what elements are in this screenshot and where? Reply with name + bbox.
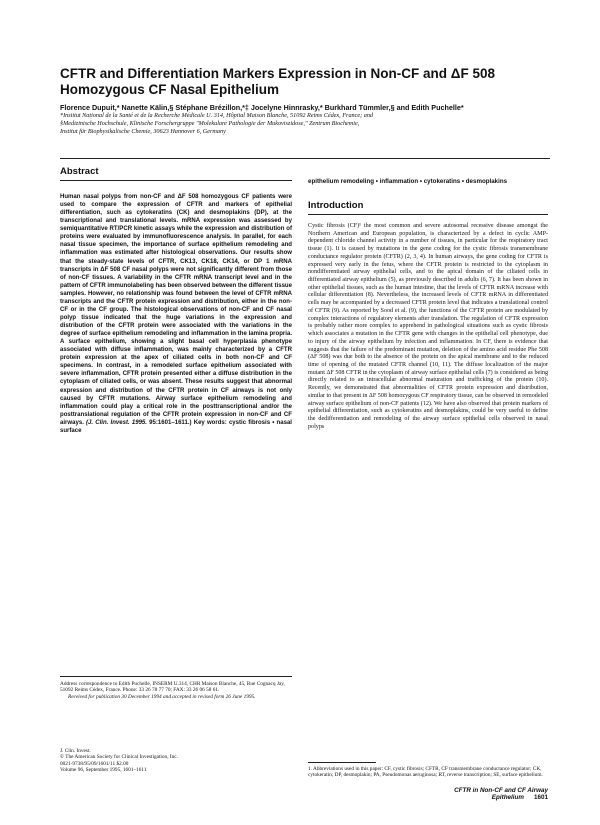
article-title: [60, 66, 560, 98]
page-number: 1601: [533, 794, 548, 801]
author-list: Florence Dupuit,* Nanette Kälin,§ Stéphane Brézillon,*‡ Jocelyne Hinnrasky,* Burkhard Tümmler,§ and Edith Puchelle*: [60, 103, 464, 112]
abstract-keywords-start: Key words: cystic fibrosis • nasal surface: [60, 419, 292, 434]
journal-name: J. Clin. Invest.: [60, 748, 91, 754]
footnote-rule: [60, 676, 292, 677]
affiliations: [60, 112, 570, 135]
introduction-rule: [308, 214, 548, 215]
abstract-citation: (J. Clin. Invest. 1995.: [86, 419, 147, 426]
abbreviations-rule: [308, 762, 376, 763]
volume-line: Volume 96, September 1995, 1601–1611: [60, 767, 147, 774]
left-column: [60, 166, 292, 435]
running-title: CFTR in Non-CF and CF Airway Epithelium: [454, 787, 548, 801]
correspondence-address: Address correspondence to Edith Puchelle, INSERM U.314, CHR Maison Blanche, 45, Rue Cognacq Jay, 51092 Reims Cédex, France. Phone: 33 26 78 77 70; FAX: 33 26 06 58 61.: [60, 681, 285, 694]
abstract-text: Human nasal polyps from non-CF and ΔF 508 homozygous CF patients were used to compare the expression of CFTR and markers of epithelial differentiation, such as cytokeratins (CK) and desmoplakins (DP), at the transcriptional and translational levels. mRNA expression was assessed by semiquantitative RT/PCR kinetic assays while the expression and distribution of proteins were evaluated by immunofluorescence analysis. In parallel, for each nasal tissue specimen, the importance of surface epithelium remodeling and inflammation was estimated after histological observations. Our results show that the steady-state levels of CFTR, CK13, CK18, CK14, or DP 1 mRNA transcripts in ΔF 508 CF nasal polyps were not significantly different from those of non-CF tissues. A variability in the CFTR mRNA transcript level and in the pattern of CFTR immunolabeling has been observed between the different tissue samples. However, no relationship was found between the level of CFTR mRNA transcripts and the CFTR protein expression and distribution, either in the non-CF or in the CF group. The histological observations of non-CF and CF nasal polyp tissue indicated that the huge variations in the expression and distribution of the CFTR protein were associated with the variations in the degree of surface epithelium remodeling and inflammation in the lamina propria. A surface epithelium, showing a slight basal cell hyperplasia phenotype associated with diffuse inflammation, was mainly characterized by a CFTR protein expression at the apex of ciliated cells in both non-CF and CF specimens. In contrast, in a remodeled surface epithelium associated with severe inflammation, CFTR protein presented either a diffuse distribution in the cytoplasm of ciliated cells, or was absent. These results suggest that abnormal expression and distribution of the CFTR protein in CF airways is not only caused by CFTR mutations. Airway surface epithelium remodeling and inflammation could play a critical role in the posttranscriptional and/or the posttranslational regulation of the CFTR protein expression in non-CF and CF airways.: [60, 194, 292, 426]
keywords-continued: epithelium remodeling • inflammation • cytokeratins • desmoplakins: [308, 178, 508, 185]
received-dates: Received for publication 30 December 1994 and accepted in revised form 26 June 1995.: [68, 693, 256, 700]
right-column: [308, 178, 548, 431]
introduction-heading: Introduction: [308, 200, 364, 211]
abstract-heading: Abstract: [60, 166, 99, 177]
abbreviations-footnote: [308, 762, 548, 779]
correspondence-footnote: [60, 676, 292, 700]
publication-info: [60, 748, 292, 774]
affiliation-1: *Institut National de la Santé et de la Recherche Médicale U. 314, Hôpital Maison Blanche, 51092 Reims Cédex, France; and: [60, 112, 374, 119]
running-footer: [400, 787, 548, 801]
copyright-line: © The American Society for Clinical Investigation, Inc.: [60, 754, 178, 761]
affiliation-3: Institut für Biophysikalische Chemie, 30623 Hannover 6, Germany: [60, 127, 226, 135]
article-title-line-2: Homozygous CF Nasal Epithelium: [60, 82, 280, 97]
abstract-citation-pages: 95:1601–1611.): [149, 419, 192, 426]
article-title-line-1: CFTR and Differentiation Markers Expression in Non-CF and ΔF 508: [60, 66, 496, 81]
introduction-body: Cystic fibrosis (CF)¹ the most common and severe autosomal recessive disease amongst the Northern American and European population, is characterized by a defect in cyclic AMP-dependent chloride channel activity in a number of tissues, in particular for the respiratory tract tissue (1). It is caused by mutations in the gene coding for the cystic fibrosis transmembrane conductance regulator protein (CFTR) (2, 3, 4). In human airways, the gene coding for CFTR is expressed very early in the fetus, where the CFTR protein is restricted to the cytoplasm in nondifferentiated airway epithelial cells, and to the apical domain of the ciliated cells in differentiated airway epithelium (5), as previously described in adults (6, 7). It has been shown in other epithelial tissues, such as the human intestine, that the levels of CFTR mRNA increase with cellular differentiation (8). Nevertheless, the increased levels of CFTR mRNA in differentiated cells may be accompanied by a decreased CFTR protein level that indicates a translational control of CFTR (9). As reported by Sood et al. (9), the functions of the CFTR protein are modulated by complex interactions of regulatory elements after translation. The regulation of CFTR expression is probably rather more complex to apprehend in pathological situations such as cystic fibrosis which associates a mutation in the CFTR gene with changes in the epithelial cell phenotype, due to injury of the airway epithelium by infection and inflammation. In CF, there is evidence that suggests that the failure of the predominant mutation, deletion of the amino acid residue Phe 508 (ΔF 508) was due both to the absence of the protein on the apical membrane and to the reduced time of opening of the mutated CFTR channel (10, 11). The diffuse localization of the major mutant ΔF 508 CFTR in the cytoplasm of airway surface epithelial cells (7) is considered as being directly related to an intracellular abnormal maturation and trafficking of the protein (10). Recently, we demonstrated that abnormalities of CFTR protein expression and distribution, similar to that present in ΔF 508 homozygous CF respiratory tissue, can be observed in remodeled airway surface epithelium of non-CF patients (12). We have also observed that protein markers of epithelial differentiation, such as cytokeratins and desmoplakins, could be very useful to define the dedifferentiation and remodeling of the airway surface epithelial cells observed in nasal polyps: [308, 223, 548, 430]
abstract-rule: [60, 180, 292, 185]
abstract-body: [60, 193, 292, 435]
affiliation-2: §Medizinische Hochschule, Klinische Forschergruppe "Molekulare Pathologie der Mukoviszidose," Zentrum Biochemie,: [60, 119, 360, 127]
header-divider: [60, 158, 550, 159]
issn-line: 0021-9738/95/09/1601/11 $2.00: [60, 760, 129, 767]
abbreviations-text: 1. Abbreviations used in this paper: CF, cystic fibrosis; CFTR, CF transmembrane conductance regulator; CK, cytokeratin; DP, desmoplakin; PA, Pseudomonas aeruginosa; RT, reverse transcription; SE, surface epithelium.: [308, 766, 543, 779]
